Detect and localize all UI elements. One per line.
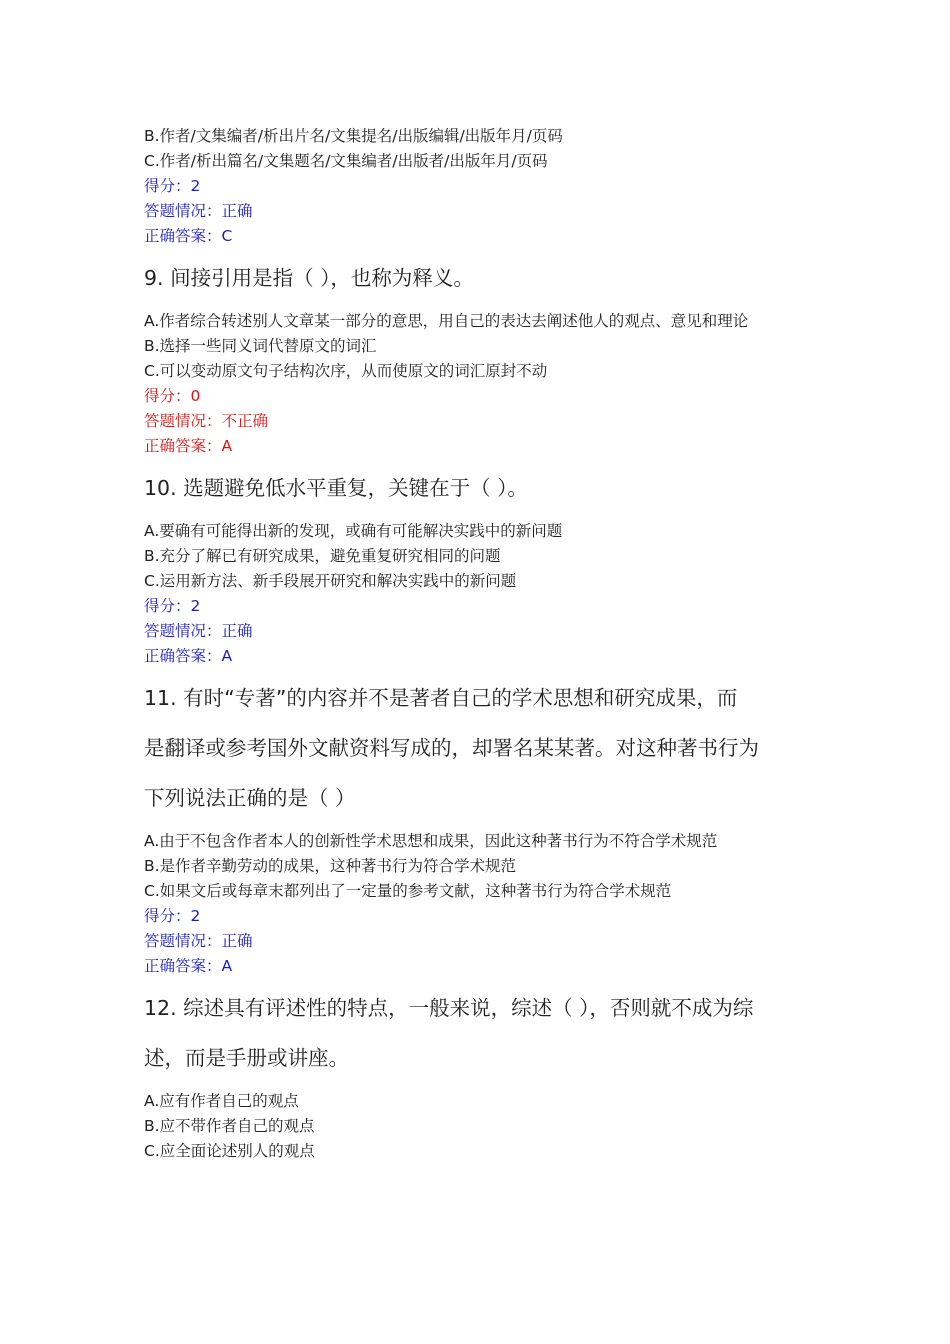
question-title bbox=[144, 983, 824, 1083]
option-b: B.是作者辛勤劳动的成果，这种著书行为符合学术规范 bbox=[144, 857, 517, 875]
option-b: B.作者/文集编者/析出片名/文集提名/出版编辑/出版年月/页码 bbox=[144, 127, 563, 145]
answer-status: 答题情况：正确 bbox=[144, 202, 253, 220]
correct-answer: 正确答案：A bbox=[144, 437, 233, 455]
question-title-line: 9. 间接引用是指（ ），也称为释义。 bbox=[144, 266, 474, 290]
question-title bbox=[144, 673, 824, 823]
question-11-block bbox=[144, 673, 824, 979]
question-12-block bbox=[144, 983, 824, 1164]
question-10-block bbox=[144, 463, 824, 669]
question-title-line: 述，而是手册或讲座。 bbox=[144, 1046, 349, 1070]
correct-answer: 正确答案：A bbox=[144, 957, 233, 975]
option-c: C.运用新方法、新手段展开研究和解决实践中的新问题 bbox=[144, 572, 517, 590]
question-9-block bbox=[144, 253, 824, 459]
question-title-line: 10. 选题避免低水平重复，关键在于（ ）。 bbox=[144, 476, 528, 500]
answer-status: 答题情况：不正确 bbox=[144, 412, 269, 430]
question-8-block bbox=[144, 124, 824, 249]
correct-answer: 正确答案：C bbox=[144, 227, 233, 245]
option-c: C.应全面论述别人的观点 bbox=[144, 1142, 315, 1160]
answer-status: 答题情况：正确 bbox=[144, 622, 253, 640]
option-a: A.作者综合转述别人文章某一部分的意思，用自己的表达去阐述他人的观点、意见和理论 bbox=[144, 312, 749, 330]
question-title-line: 下列说法正确的是（ ） bbox=[144, 786, 356, 810]
option-c: C.作者/析出篇名/文集题名/文集编者/出版者/出版年月/页码 bbox=[144, 152, 548, 170]
option-c: C.如果文后或每章末都列出了一定量的参考文献，这种著书行为符合学术规范 bbox=[144, 882, 672, 900]
quiz-content bbox=[144, 124, 824, 1164]
option-c: C.可以变动原文句子结构次序，从而使原文的词汇原封不动 bbox=[144, 362, 548, 380]
question-title bbox=[144, 253, 824, 303]
question-title bbox=[144, 463, 824, 513]
option-b: B.选择一些同义词代替原文的词汇 bbox=[144, 337, 377, 355]
score-text: 得分：2 bbox=[144, 177, 201, 195]
score-text: 得分：2 bbox=[144, 597, 201, 615]
question-title-line: 12. 综述具有评述性的特点，一般来说，综述（ ），否则就不成为综 bbox=[144, 996, 754, 1020]
option-a: A.应有作者自己的观点 bbox=[144, 1092, 299, 1110]
option-a: A.要确有可能得出新的发现，或确有可能解决实践中的新问题 bbox=[144, 522, 563, 540]
score-text: 得分：0 bbox=[144, 387, 201, 405]
answer-status: 答题情况：正确 bbox=[144, 932, 253, 950]
score-text: 得分：2 bbox=[144, 907, 201, 925]
question-title-line: 11. 有时“专著”的内容并不是著者自己的学术思想和研究成果，而 bbox=[144, 686, 738, 710]
option-b: B.应不带作者自己的观点 bbox=[144, 1117, 315, 1135]
option-a: A.由于不包含作者本人的创新性学术思想和成果，因此这种著书行为不符合学术规范 bbox=[144, 832, 718, 850]
option-b: B.充分了解已有研究成果，避免重复研究相同的问题 bbox=[144, 547, 501, 565]
correct-answer: 正确答案：A bbox=[144, 647, 233, 665]
question-title-line: 是翻译或参考国外文献资料写成的，却署名某某著。对这种著书行为 bbox=[144, 736, 759, 760]
